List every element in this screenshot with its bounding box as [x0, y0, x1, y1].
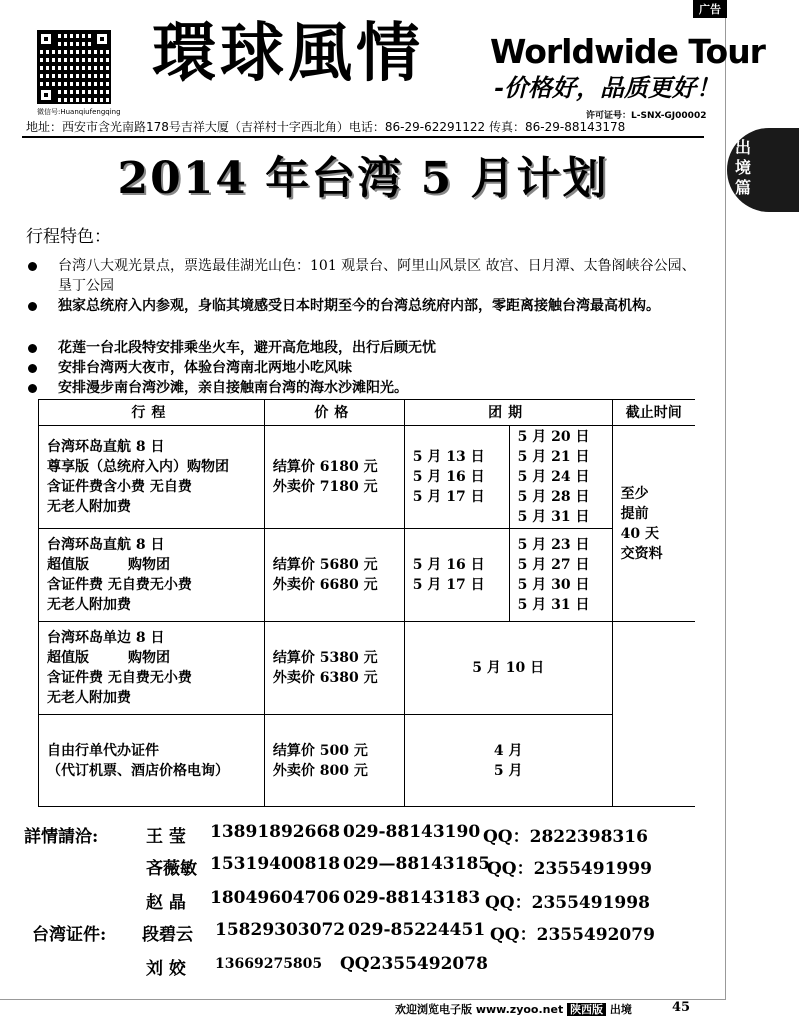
deadline-empty [612, 622, 695, 807]
bullet-icon [28, 262, 37, 271]
row-itinerary: 台湾环岛直航 8 日 尊享版（总统府入内）购物团 含证件费含小费 无自费 无老人附加费 [39, 426, 265, 529]
feature-item: 花莲一台北段特安排乘坐火车，避开高危地段，出行后顾无忧 [58, 340, 436, 356]
brand-english: Worldwide Tour [490, 32, 765, 71]
feature-item: 安排漫步南台湾沙滩，亲自接触南台湾的海水沙滩阳光。 [58, 380, 408, 396]
brand-logo: 環球風情 [152, 17, 424, 91]
header-dates: 团期 [404, 400, 612, 426]
section-tab [727, 128, 799, 212]
contact-qq: QQ2355492078 [340, 954, 488, 974]
bullet-icon [28, 302, 37, 311]
contact-name: 王 莹 [146, 827, 186, 847]
contact-mobile: 13669275805 [215, 956, 323, 972]
contact-phone: 029-85224451 [348, 920, 486, 940]
contact-qq: QQ：2355492079 [490, 925, 655, 945]
header-deadline: 截止时间 [612, 400, 695, 426]
footer-edition: 陕西版 [567, 1003, 606, 1016]
feature-item: 安排台湾两大夜市，体验台湾南北两地小吃风味 [58, 360, 352, 376]
row-itinerary: 台湾环岛直航 8 日 超值版 购物团 含证件费 无自费无小费 无老人附加费 [39, 529, 265, 622]
row-dates: 5 月 10 日 [404, 622, 612, 715]
contact-qq: QQ：2355491998 [485, 893, 650, 913]
contact-name: 赵 晶 [146, 893, 186, 913]
row-dates: 4 月 5 月 [404, 715, 612, 807]
row-price: 结算价 5680 元 外卖价 6680 元 [264, 529, 404, 622]
bullet-icon [28, 384, 37, 393]
wechat-id: 微信号:Huanqiufengqing [37, 108, 121, 116]
footer-text: 欢迎浏览电子版 www.zyoo.net [395, 1003, 564, 1016]
row-itinerary: 自由行单代办证件 （代订机票、酒店价格电询） [39, 715, 265, 807]
row-dates-a: 5 月 16 日 5 月 17 日 [404, 529, 509, 622]
section-tab-label: 出境篇 [735, 138, 752, 197]
license-number: 许可证号：L-SNX-GJ00002 [586, 111, 707, 121]
row-dates-b: 5 月 23 日 5 月 27 日 5 月 30 日 5 月 31 日 [509, 529, 612, 622]
contact-mobile: 15319400818 [210, 854, 341, 874]
row-price: 结算价 6180 元 外卖价 7180 元 [264, 426, 404, 529]
feature-item: 独家总统府入内参观，身临其境感受日本时期至今的台湾总统府内部，零距离接触台湾最高机构。 [58, 298, 660, 314]
row-itinerary: 台湾环岛单边 8 日 超值版 购物团 含证件费 无自费无小费 无老人附加费 [39, 622, 265, 715]
row-price: 结算价 500 元 外卖价 800 元 [264, 715, 404, 807]
contact-qq: QQ：2355491999 [487, 859, 652, 879]
contact-phone: 029-88143183 [343, 888, 481, 908]
ad-tag: 广告 [693, 0, 727, 18]
features-heading: 行程特色： [26, 227, 111, 247]
footer [395, 1001, 632, 1017]
tour-table [38, 399, 695, 807]
taiwan-label: 台湾证件: [32, 925, 107, 945]
row-price: 结算价 5380 元 外卖价 6380 元 [264, 622, 404, 715]
contacts-label: 詳情請洽: [24, 827, 99, 847]
row-dates-a: 5 月 13 日 5 月 16 日 5 月 17 日 [404, 426, 509, 529]
feature-item: 台湾八大观光景点，票选最佳湖光山色：101 观景台、阿里山风景区 故宫、日月潭、太鲁阁峡谷公园、垦丁公园 [58, 258, 696, 294]
row-dates-b: 5 月 20 日 5 月 21 日 5 月 24 日 5 月 28 日 5 月 31 日 [509, 426, 612, 529]
contact-qq: QQ：2822398316 [483, 827, 648, 847]
footer-section: 出境 [609, 1003, 632, 1016]
qr-code [37, 30, 111, 104]
slogan: -价格好，品质更好！ [494, 73, 720, 102]
bullet-icon [28, 364, 37, 373]
contact-mobile: 18049604706 [210, 888, 341, 908]
deadline-cell: 至少 提前 40 天 交资料 [612, 426, 695, 622]
contact-name: 段碧云 [142, 925, 193, 945]
header-itinerary: 行程 [39, 400, 265, 426]
header-price: 价格 [264, 400, 404, 426]
page-number: 45 [672, 1000, 691, 1015]
contact-name: 刘 姣 [146, 959, 186, 979]
contact-name: 吝薇敏 [146, 859, 197, 879]
page-title: 2014 年台湾 5 月计划 [117, 153, 609, 204]
contact-mobile: 13891892668 [210, 822, 341, 842]
contact-mobile: 15829303072 [215, 920, 346, 940]
bullet-icon [28, 344, 37, 353]
address-line: 地址：西安市含光南路178号吉祥大厦（吉祥村十字西北角）电话：86-29-62291122 传真：86-29-88143178 [26, 120, 626, 134]
header-divider [22, 136, 704, 138]
contact-phone: 029-88143190 [343, 822, 481, 842]
contact-phone: 029—88143185 [343, 854, 491, 874]
